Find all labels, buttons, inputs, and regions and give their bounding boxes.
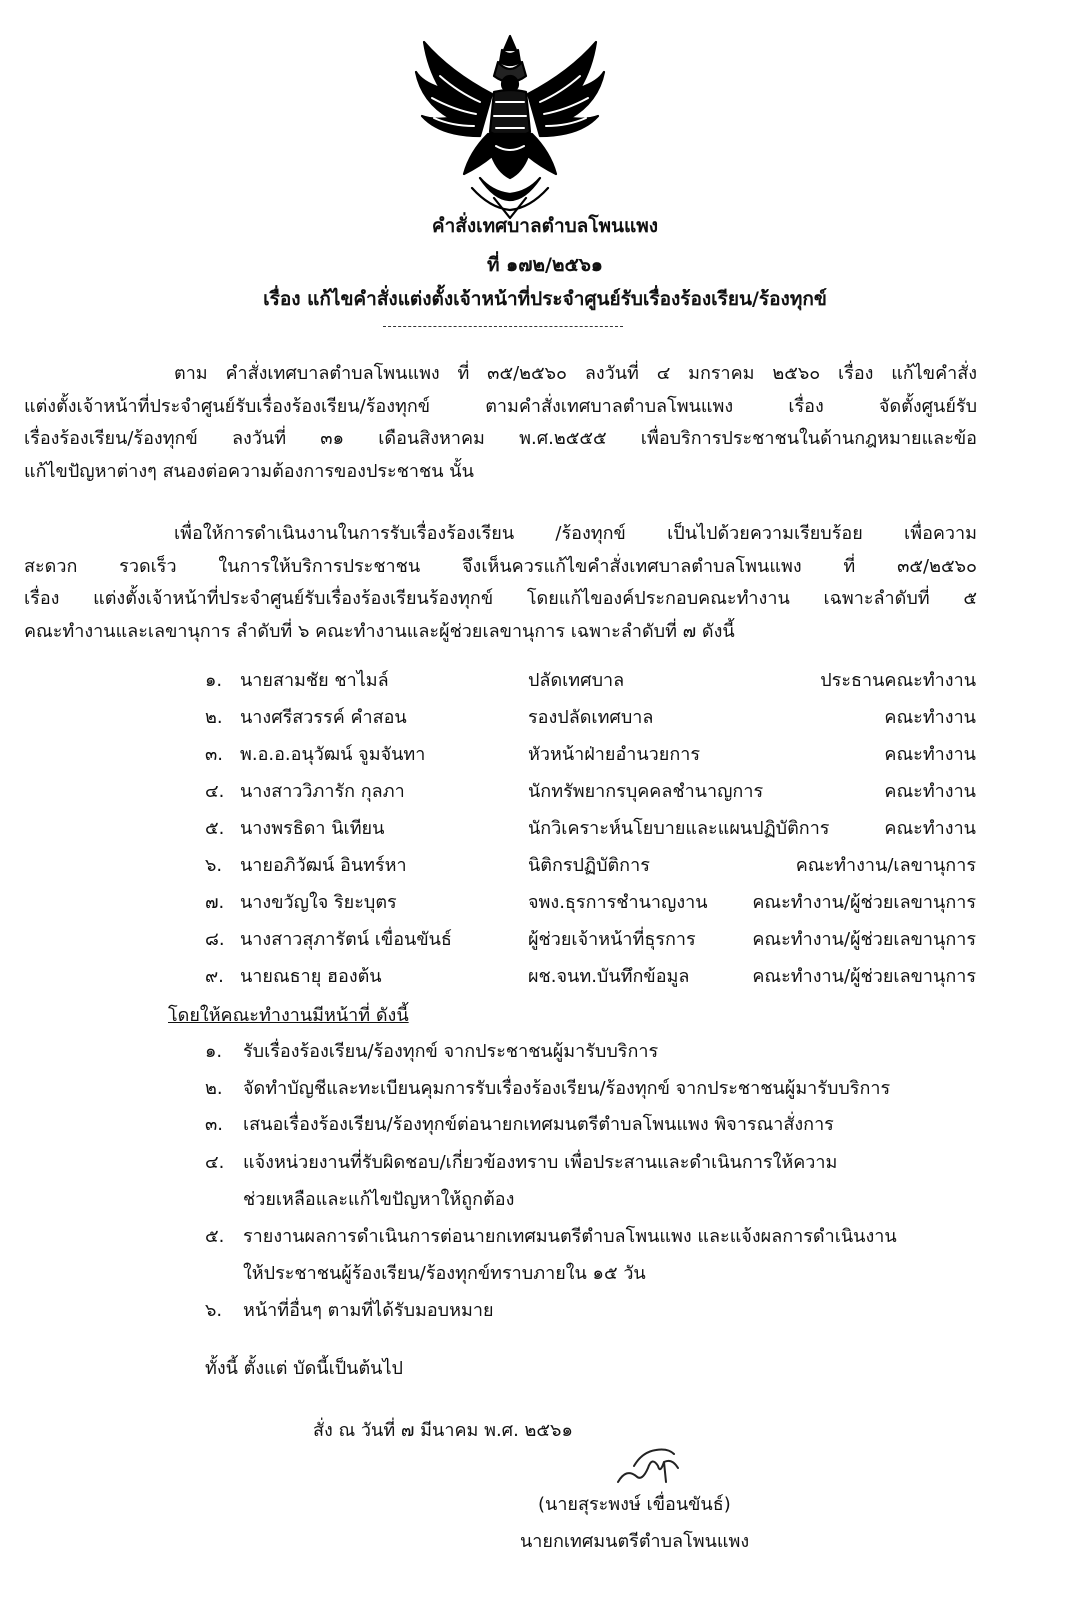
duty-item bbox=[0, 1296, 1090, 1326]
member-number: ๔. bbox=[205, 781, 225, 802]
paragraph-line: เรื่องร้องเรียน/ร้องทุกข์ ลงวันที่ ๓๑ เดือนสิงหาคม พ.ศ.๒๕๕๕ เพื่อบริการประชาชนในด้านกฎหมายและข้อ bbox=[24, 428, 977, 449]
signer-title: นายกเทศมนตรีตำบลโพนแพง bbox=[520, 1531, 750, 1552]
duty-number: ๔. bbox=[205, 1152, 225, 1173]
duty-text: แจ้งหน่วยงานที่รับผิดชอบ/เกี่ยวข้องทราบ เพื่อประสานและดำเนินการให้ความ bbox=[243, 1152, 838, 1173]
member-role: คณะทำงาน bbox=[884, 707, 976, 728]
member-name: นายอภิวัฒน์ อินทร์หา bbox=[240, 855, 407, 876]
duty-text: จัดทำบัญชีและทะเบียนคุมการรับเรื่องร้องเรียน/ร้องทุกข์ จากประชาชนผู้มารับบริการ bbox=[243, 1078, 891, 1099]
duty-number: ๑. bbox=[205, 1041, 223, 1062]
member-row bbox=[0, 814, 1090, 844]
member-role: คณะทำงาน/ผู้ช่วยเลขานุการ bbox=[752, 966, 976, 987]
member-name: นายณธายุ ฮองต้น bbox=[240, 966, 382, 987]
member-number: ๘. bbox=[205, 929, 225, 950]
member-name: นายสามชัย ชาไมล์ bbox=[240, 670, 389, 691]
member-row bbox=[0, 777, 1090, 807]
member-number: ๗. bbox=[205, 892, 225, 913]
duty-text: หน้าที่อื่นๆ ตามที่ได้รับมอบหมาย bbox=[243, 1300, 494, 1321]
dashed-divider bbox=[383, 326, 623, 327]
member-role: คณะทำงาน bbox=[884, 781, 976, 802]
member-row bbox=[0, 703, 1090, 733]
member-name: นางสาววิภารัก กุลภา bbox=[240, 781, 405, 802]
member-name: นางสาวสุภารัตน์ เขื่อนขันธ์ bbox=[240, 929, 452, 950]
paragraph-line: เรื่อง แต่งตั้งเจ้าหน้าที่ประจำศูนย์รับเรื่องร้องเรียนร้องทุกข์ โดยแก้ไของค์ประกอบคณะทำงาน เฉพาะลำดับที่ ๕ bbox=[24, 588, 977, 609]
paragraph-line: แต่งตั้งเจ้าหน้าที่ประจำศูนย์รับเรื่องร้องเรียน/ร้องทุกข์ ตามคำสั่งเทศบาลตำบลโพนแพง เรื่อง จัดตั้งศูนย์รับ bbox=[24, 395, 977, 417]
paragraph-line: เพื่อให้การดำเนินงานในการรับเรื่องร้องเรียน /ร้องทุกข์ เป็นไปด้วยความเรียบร้อย เพื่อความ bbox=[174, 523, 977, 544]
member-name: นางศรีสวรรค์ คำสอน bbox=[240, 707, 407, 728]
document-title: คำสั่งเทศบาลตำบลโพนแพง bbox=[431, 215, 659, 237]
garuda-emblem-icon bbox=[410, 32, 610, 222]
signer-name: (นายสุระพงษ์ เขื่อนขันธ์) bbox=[538, 1494, 731, 1515]
paragraph-line: ตาม คำสั่งเทศบาลตำบลโพนแพง ที่ ๓๕/๒๕๖๐ ลงวันที่ ๔ มกราคม ๒๕๖๐ เรื่อง แก้ไขคำสั่ง bbox=[174, 363, 977, 384]
member-row bbox=[0, 962, 1090, 992]
handwritten-signature bbox=[612, 1438, 692, 1490]
member-row bbox=[0, 888, 1090, 918]
duty-text: รับเรื่องร้องเรียน/ร้องทุกข์ จากประชาชนผู้มารับบริการ bbox=[243, 1041, 659, 1062]
paragraph-line: สะดวก รวดเร็ว ในการให้บริการประชาชน จึงเห็นควรแก้ไขคำสั่งเทศบาลตำบลโพนแพง ที่ ๓๕/๒๕๖๐ bbox=[24, 555, 977, 577]
member-name: พ.อ.อ.อนุวัฒน์ จูมจันทา bbox=[240, 744, 426, 765]
member-position: รองปลัดเทศบาล bbox=[528, 707, 654, 728]
closing-statement: ทั้งนี้ ตั้งแต่ บัดนี้เป็นต้นไป bbox=[205, 1358, 403, 1379]
duty-item bbox=[0, 1148, 1090, 1218]
order-number: ที่ ๑๗๒/๒๕๖๑ bbox=[487, 254, 603, 276]
member-position: ปลัดเทศบาล bbox=[528, 670, 625, 691]
duty-text: ให้ประชาชนผู้ร้องเรียน/ร้องทุกข์ทราบภายใน ๑๕ วัน bbox=[243, 1263, 646, 1284]
duty-text: ช่วยเหลือและแก้ไขปัญหาให้ถูกต้อง bbox=[243, 1189, 515, 1210]
order-subject: เรื่อง แก้ไขคำสั่งแต่งตั้งเจ้าหน้าที่ประจำศูนย์รับเรื่องร้องเรียน/ร้องทุกข์ bbox=[263, 288, 827, 310]
duty-number: ๕. bbox=[205, 1226, 225, 1247]
member-row bbox=[0, 851, 1090, 881]
duty-number: ๒. bbox=[205, 1078, 223, 1099]
member-position: นักทรัพยากรบุคคลชำนาญการ bbox=[528, 781, 764, 802]
member-name: นางพรธิดา นิเทียน bbox=[240, 818, 385, 839]
member-role: ประธานคณะทำงาน bbox=[820, 670, 976, 691]
member-role: คณะทำงาน bbox=[884, 818, 976, 839]
member-position: ผู้ช่วยเจ้าหน้าที่ธุรการ bbox=[528, 929, 696, 950]
paragraph-2 bbox=[24, 518, 977, 648]
member-role: คณะทำงาน bbox=[884, 744, 976, 765]
member-row bbox=[0, 666, 1090, 696]
duty-text: รายงานผลการดำเนินการต่อนายกเทศมนตรีตำบลโพนแพง และแจ้งผลการดำเนินงาน bbox=[243, 1226, 897, 1247]
duty-number: ๖. bbox=[205, 1300, 223, 1321]
duty-item bbox=[0, 1074, 1090, 1104]
duty-item bbox=[0, 1110, 1090, 1140]
duty-item bbox=[0, 1037, 1090, 1067]
member-number: ๙. bbox=[205, 966, 224, 987]
member-position: จพง.ธุรการชำนาญงาน bbox=[528, 892, 708, 913]
member-position: ผช.จนท.บันทึกข้อมูล bbox=[528, 966, 690, 987]
member-position: หัวหน้าฝ่ายอำนวยการ bbox=[528, 744, 701, 765]
member-number: ๒. bbox=[205, 707, 223, 728]
duties-heading: โดยให้คณะทำงานมีหน้าที่ ดังนี้ bbox=[168, 1005, 409, 1026]
duty-item bbox=[0, 1222, 1090, 1292]
member-role: คณะทำงาน/ผู้ช่วยเลขานุการ bbox=[752, 892, 976, 913]
member-position: นิติกรปฏิบัติการ bbox=[528, 855, 650, 876]
member-number: ๕. bbox=[205, 818, 225, 839]
member-number: ๑. bbox=[205, 670, 223, 691]
member-name: นางขวัญใจ ริยะบุตร bbox=[240, 892, 397, 913]
order-date: สั่ง ณ วันที่ ๗ มีนาคม พ.ศ. ๒๕๖๑ bbox=[313, 1420, 573, 1441]
paragraph-line: คณะทำงานและเลขานุการ ลำดับที่ ๖ คณะทำงานและผู้ช่วยเลขานุการ เฉพาะลำดับที่ ๗ ดังนี้ bbox=[24, 620, 735, 642]
member-role: คณะทำงาน/เลขานุการ bbox=[795, 855, 976, 876]
duty-number: ๓. bbox=[205, 1114, 224, 1135]
duty-text: เสนอเรื่องร้องเรียน/ร้องทุกข์ต่อนายกเทศมนตรีตำบลโพนแพง พิจารณาสั่งการ bbox=[243, 1114, 834, 1135]
member-number: ๓. bbox=[205, 744, 224, 765]
member-number: ๖. bbox=[205, 855, 223, 876]
member-row bbox=[0, 740, 1090, 770]
paragraph-line: แก้ไขปัญหาต่างๆ สนองต่อความต้องการของประชาชน นั้น bbox=[24, 460, 474, 482]
member-row bbox=[0, 925, 1090, 955]
member-position: นักวิเคราะห์นโยบายและแผนปฏิบัติการ bbox=[528, 818, 830, 839]
paragraph-1 bbox=[24, 358, 977, 488]
member-role: คณะทำงาน/ผู้ช่วยเลขานุการ bbox=[752, 929, 976, 950]
